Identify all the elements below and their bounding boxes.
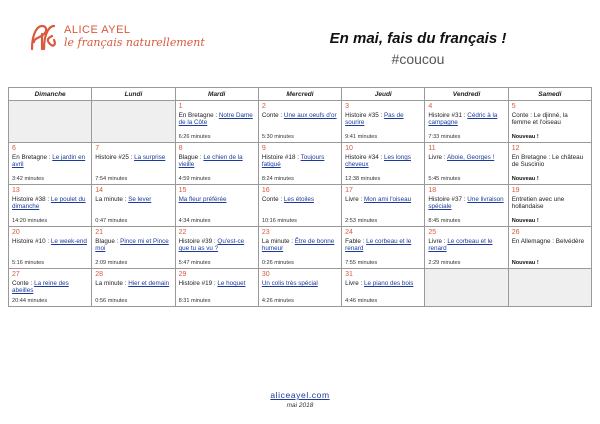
calendar-day-cell bbox=[342, 227, 425, 269]
episode-category: Histoire #39 : bbox=[178, 238, 218, 245]
episode-category: Histoire #38 : bbox=[12, 196, 51, 203]
episode-title bbox=[262, 154, 338, 169]
episode-category: Histoire #31 : bbox=[428, 112, 468, 119]
day-number: 7 bbox=[95, 145, 100, 152]
episode-text: Entretien avec une hollandaise bbox=[511, 196, 565, 211]
calendar-week-row bbox=[9, 185, 592, 227]
episode-title bbox=[345, 112, 421, 127]
episode-title bbox=[179, 196, 255, 203]
calendar-day-cell bbox=[92, 227, 175, 269]
calendar-day-cell bbox=[508, 101, 591, 143]
episode-link[interactable]: Le week-end bbox=[50, 238, 87, 245]
episode-link[interactable]: Une aux oeufs d'or bbox=[283, 112, 337, 119]
episode-link[interactable]: Le corbeau et le renard bbox=[345, 238, 412, 253]
calendar-table bbox=[8, 87, 592, 307]
day-number: 29 bbox=[178, 271, 187, 278]
episode-link[interactable]: La surprise bbox=[134, 154, 166, 161]
calendar-day-cell bbox=[258, 185, 341, 227]
weekday-header: Mercredi bbox=[258, 88, 341, 101]
episode-duration: 20:44 minutes bbox=[12, 298, 48, 304]
calendar-empty-cell bbox=[508, 269, 591, 307]
episode-title bbox=[428, 154, 504, 161]
episode-category: La minute : bbox=[261, 238, 295, 245]
calendar-week-row bbox=[9, 227, 592, 269]
day-number: 15 bbox=[178, 187, 187, 194]
episode-link[interactable]: Les étoiles bbox=[283, 196, 315, 203]
episode-link[interactable]: Mon ami l'oiseau bbox=[364, 196, 412, 203]
calendar-day-cell bbox=[92, 269, 175, 307]
day-number: 23 bbox=[261, 229, 270, 236]
episode-title bbox=[179, 112, 255, 127]
calendar-day-cell bbox=[175, 269, 258, 307]
episode-title bbox=[512, 238, 588, 245]
new-badge: Nouveau ! bbox=[511, 176, 539, 182]
episode-title bbox=[12, 196, 88, 211]
calendar-day-cell bbox=[9, 185, 92, 227]
episode-title bbox=[345, 154, 421, 169]
calendar-day-cell bbox=[258, 143, 341, 185]
calendar-day-cell bbox=[425, 143, 508, 185]
calendar-day-cell bbox=[258, 269, 341, 307]
day-number: 26 bbox=[511, 229, 520, 236]
episode-title bbox=[345, 238, 421, 253]
episode-link[interactable]: Hier et demain bbox=[128, 280, 170, 287]
episode-link[interactable]: Notre Dame de la Côte bbox=[178, 112, 253, 127]
episode-category: Blague : bbox=[95, 238, 121, 245]
page-hashtag: #coucou bbox=[391, 51, 445, 67]
episode-duration: 7:55 minutes bbox=[345, 260, 378, 266]
episode-duration: 4:59 minutes bbox=[178, 176, 211, 182]
calendar-day-cell bbox=[175, 185, 258, 227]
day-number: 18 bbox=[428, 187, 437, 194]
day-number: 3 bbox=[345, 103, 350, 110]
episode-text: En Bretagne : Le château de Suscinio bbox=[511, 154, 584, 169]
episode-link[interactable]: Ma fleur préférée bbox=[178, 196, 227, 203]
episode-duration: 12:38 minutes bbox=[345, 176, 381, 182]
episode-duration: 4:46 minutes bbox=[345, 298, 378, 304]
episode-duration: 0:56 minutes bbox=[95, 298, 128, 304]
episode-duration: 5:47 minutes bbox=[178, 260, 211, 266]
episode-duration: 10:16 minutes bbox=[261, 218, 297, 224]
episode-duration: 5:16 minutes bbox=[12, 260, 45, 266]
episode-category: Histoire #19 : bbox=[178, 280, 218, 287]
day-number: 12 bbox=[511, 145, 520, 152]
calendar-empty-cell bbox=[92, 101, 175, 143]
episode-title bbox=[95, 238, 171, 253]
episode-title bbox=[512, 196, 588, 211]
episode-title bbox=[179, 280, 255, 287]
calendar-day-cell bbox=[175, 101, 258, 143]
weekday-header: Vendredi bbox=[425, 88, 508, 101]
calendar-empty-cell bbox=[9, 101, 92, 143]
episode-title bbox=[512, 112, 588, 127]
day-number: 27 bbox=[12, 271, 20, 278]
episode-duration: 4:34 minutes bbox=[178, 218, 211, 224]
episode-duration: 5:45 minutes bbox=[428, 176, 461, 182]
calendar-day-cell bbox=[425, 227, 508, 269]
episode-title bbox=[262, 112, 338, 119]
calendar-week-row bbox=[9, 269, 592, 307]
calendar-day-cell bbox=[9, 227, 92, 269]
episode-link[interactable]: Le piano des bois bbox=[364, 280, 414, 287]
calendar-week-row bbox=[9, 101, 592, 143]
weekday-header: Lundi bbox=[92, 88, 175, 101]
day-number: 30 bbox=[261, 271, 270, 278]
episode-title bbox=[262, 196, 338, 203]
calendar-day-cell bbox=[342, 269, 425, 307]
episode-category: La minute : bbox=[95, 196, 129, 203]
day-number: 9 bbox=[261, 145, 266, 152]
day-number: 10 bbox=[345, 145, 353, 152]
day-number: 8 bbox=[178, 145, 183, 152]
day-number: 2 bbox=[261, 103, 266, 110]
day-number: 31 bbox=[345, 271, 353, 278]
episode-duration: 3:42 minutes bbox=[12, 176, 45, 182]
episode-link[interactable]: Le corbeau et le renard bbox=[428, 238, 493, 253]
episode-title bbox=[12, 238, 88, 245]
episode-link[interactable]: Un colis très spécial bbox=[261, 280, 318, 287]
episode-title bbox=[428, 196, 504, 211]
day-number: 22 bbox=[178, 229, 187, 236]
episode-link[interactable]: Se lever bbox=[128, 196, 152, 203]
episode-category: Blague : bbox=[178, 154, 204, 161]
calendar-day-cell bbox=[508, 185, 591, 227]
episode-duration: 8:24 minutes bbox=[261, 176, 294, 182]
episode-link[interactable]: Aboie, Georges ! bbox=[446, 154, 495, 161]
calendar-day-cell bbox=[258, 101, 341, 143]
episode-link[interactable]: Le poulet du dimanche bbox=[12, 196, 86, 211]
episode-text: Conte : Le djinné, la femme et l'oiseau bbox=[511, 112, 568, 127]
calendar-day-cell bbox=[258, 227, 341, 269]
day-number: 25 bbox=[428, 229, 437, 236]
episode-category: Histoire #10 : bbox=[12, 238, 51, 245]
episode-link[interactable]: Être de bonne humeur bbox=[261, 238, 335, 253]
episode-title bbox=[179, 154, 255, 169]
footer-date: mai 2018 bbox=[286, 402, 314, 409]
episode-text: En Allemagne : Belvédère bbox=[511, 238, 585, 245]
brand-logo bbox=[28, 22, 218, 52]
episode-duration: 2:29 minutes bbox=[428, 260, 461, 266]
episode-link[interactable]: La reine des abeilles bbox=[12, 280, 69, 295]
footer-website-link[interactable]: aliceayel.com bbox=[270, 390, 330, 400]
day-number: 20 bbox=[12, 229, 20, 236]
calendar-week-row bbox=[9, 143, 592, 185]
calendar-day-cell bbox=[342, 185, 425, 227]
new-badge: Nouveau ! bbox=[511, 260, 539, 266]
weekday-header-row bbox=[9, 88, 592, 101]
episode-duration: 9:41 minutes bbox=[345, 134, 378, 140]
episode-title bbox=[95, 280, 171, 287]
calendar-day-cell bbox=[9, 143, 92, 185]
episode-link[interactable]: Toujours fatigué bbox=[261, 154, 325, 169]
episode-title bbox=[179, 238, 255, 253]
calendar-empty-cell bbox=[425, 269, 508, 307]
episode-duration: 2:09 minutes bbox=[95, 260, 128, 266]
episode-category: Histoire #37 : bbox=[428, 196, 468, 203]
episode-link[interactable]: Pince mi et Pince moi bbox=[95, 238, 169, 253]
episode-link[interactable]: Les longs cheveux bbox=[345, 154, 411, 169]
episode-link[interactable]: Pas de sourire bbox=[345, 112, 404, 127]
day-number: 16 bbox=[261, 187, 270, 194]
weekday-header: Samedi bbox=[508, 88, 591, 101]
day-number: 19 bbox=[511, 187, 520, 194]
episode-link[interactable]: Le hoquet bbox=[217, 280, 246, 287]
episode-title bbox=[428, 238, 504, 253]
episode-category: Livre : bbox=[428, 154, 447, 161]
episode-duration: 0:47 minutes bbox=[95, 218, 128, 224]
calendar-day-cell bbox=[425, 101, 508, 143]
episode-duration: 0:26 minutes bbox=[261, 260, 294, 266]
day-number: 21 bbox=[95, 229, 104, 236]
calendar-day-cell bbox=[508, 143, 591, 185]
episode-duration: 7:33 minutes bbox=[428, 134, 461, 140]
episode-title bbox=[262, 280, 338, 287]
episode-category: Livre : bbox=[345, 280, 365, 287]
episode-category: Conte : bbox=[261, 196, 284, 203]
episode-title bbox=[95, 154, 171, 161]
episode-link[interactable]: Le chien de la vieille bbox=[178, 154, 243, 169]
episode-title bbox=[12, 154, 88, 169]
calendar-day-cell bbox=[92, 143, 175, 185]
episode-duration: 7:54 minutes bbox=[95, 176, 128, 182]
day-number: 24 bbox=[345, 229, 353, 236]
episode-title bbox=[428, 112, 504, 127]
episode-link[interactable]: Qu'est-ce que tu as vu ? bbox=[178, 238, 245, 253]
page-title: En mai, fais du français ! bbox=[329, 30, 507, 47]
calendar-day-cell bbox=[342, 143, 425, 185]
episode-duration: 5:30 minutes bbox=[261, 134, 294, 140]
calendar-day-cell bbox=[425, 185, 508, 227]
episode-category: Histoire #25 : bbox=[95, 154, 135, 161]
calendar-day-cell bbox=[175, 227, 258, 269]
episode-duration: 2:53 minutes bbox=[345, 218, 378, 224]
day-number: 11 bbox=[428, 145, 436, 152]
calendar-day-cell bbox=[175, 143, 258, 185]
episode-link[interactable]: Le jardin en avril bbox=[12, 154, 86, 169]
episode-title bbox=[345, 196, 421, 203]
brand-name: ALICE AYEL bbox=[64, 24, 131, 36]
episode-category: En Bretagne : bbox=[12, 154, 53, 161]
day-number: 14 bbox=[95, 187, 104, 194]
day-number: 28 bbox=[95, 271, 104, 278]
calendar-day-cell bbox=[508, 227, 591, 269]
calendar-day-cell bbox=[9, 269, 92, 307]
episode-title bbox=[512, 154, 588, 169]
day-number: 4 bbox=[428, 103, 433, 110]
episode-category: Conte : bbox=[261, 112, 284, 119]
episode-duration: 4:26 minutes bbox=[261, 298, 294, 304]
weekday-header: Dimanche bbox=[9, 88, 92, 101]
episode-duration: 8:31 minutes bbox=[178, 298, 211, 304]
calendar-day-cell bbox=[92, 185, 175, 227]
episode-category: Histoire #35 : bbox=[345, 112, 384, 119]
brand-monogram-icon bbox=[28, 22, 58, 52]
episode-title bbox=[345, 280, 421, 287]
episode-category: En Bretagne : bbox=[178, 112, 219, 119]
episode-category: La minute : bbox=[95, 280, 129, 287]
episode-link[interactable]: Cédric à la campagne bbox=[428, 112, 498, 127]
episode-title bbox=[262, 238, 338, 253]
episode-title bbox=[12, 280, 88, 295]
new-badge: Nouveau ! bbox=[511, 134, 539, 140]
episode-category: Histoire #18 : bbox=[261, 154, 301, 161]
new-badge: Nouveau ! bbox=[511, 218, 539, 224]
episode-category: Livre : bbox=[428, 238, 448, 245]
episode-category: Livre : bbox=[345, 196, 365, 203]
brand-tagline: le français naturellement bbox=[64, 36, 205, 49]
episode-link[interactable]: Une livraison spéciale bbox=[428, 196, 504, 211]
episode-category: Conte : bbox=[12, 280, 35, 287]
episode-category: Fable : bbox=[345, 238, 367, 245]
day-number: 1 bbox=[178, 103, 183, 110]
weekday-header: Jeudi bbox=[342, 88, 425, 101]
day-number: 5 bbox=[511, 103, 516, 110]
episode-duration: 8:45 minutes bbox=[428, 218, 461, 224]
calendar-day-cell bbox=[342, 101, 425, 143]
day-number: 17 bbox=[345, 187, 353, 194]
day-number: 13 bbox=[12, 187, 20, 194]
episode-category: Histoire #34 : bbox=[345, 154, 384, 161]
episode-duration: 14:20 minutes bbox=[12, 218, 48, 224]
episode-duration: 6:26 minutes bbox=[178, 134, 211, 140]
episode-title bbox=[95, 196, 171, 203]
weekday-header: Mardi bbox=[175, 88, 258, 101]
day-number: 6 bbox=[12, 145, 16, 152]
